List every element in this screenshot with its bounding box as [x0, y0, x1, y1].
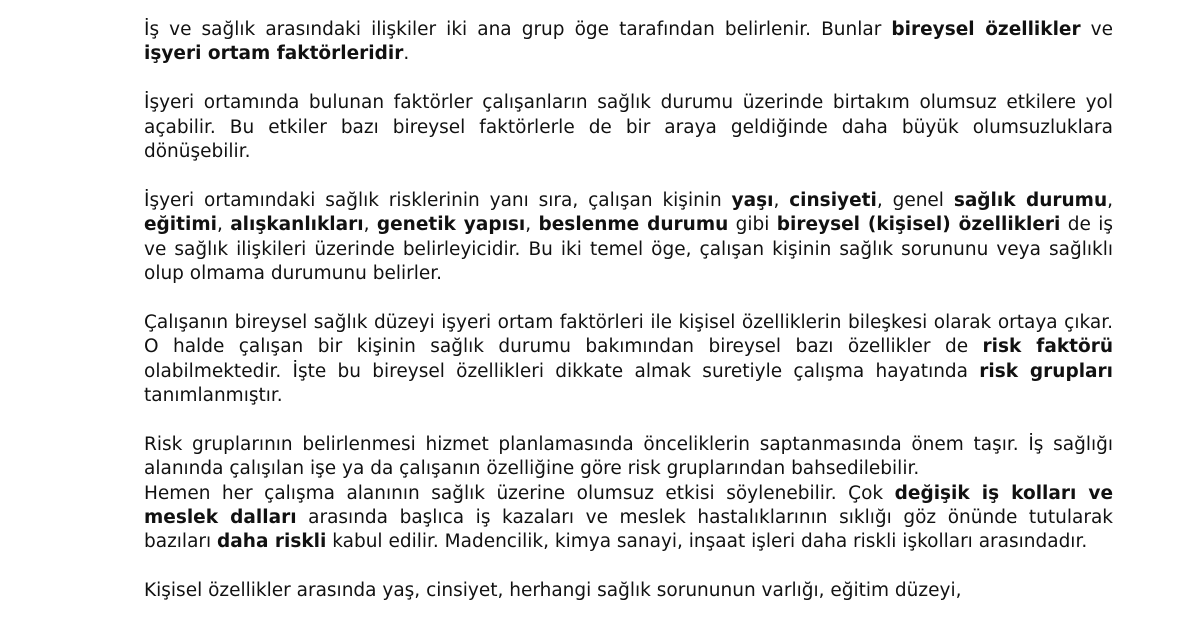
- bold-term: değişik iş kolları ve meslek dalları: [144, 482, 1114, 529]
- bold-term: genetik yapısı: [376, 214, 526, 236]
- bold-term: cinsiyeti: [789, 189, 877, 211]
- text-segment: , genel: [876, 189, 954, 211]
- text-segment: İşyeri ortamında bulunan faktörler çalışanların sağlık durumu üzerinde birtakım olumsuz etkilere yol açabilir. Bu etkiler bazı bireysel faktörlerle de bir araya geldiğinde daha büyük olumsuzluklara dönüşebilir.: [144, 92, 1113, 163]
- bold-term: alışkanlıkları: [230, 214, 364, 236]
- bold-term: eğitimi: [144, 214, 217, 236]
- bold-term: daha riskli: [217, 531, 327, 553]
- text-segment: arasında başlıca iş kazaları ve meslek hastalıklarının sıklığı göz önünde tutularak bazıları: [144, 507, 1114, 553]
- text-segment: Risk gruplarının belirlenmesi hizmet planlamasında önceliklerin saptanmasında önem taşır. İş sağlığı alanında çalışılan işe ya da çalışanın özelliğine göre risk gruplarından bahsedilebilir.: [144, 433, 1113, 480]
- text-segment: ,: [216, 214, 231, 236]
- paragraph-risk-groups-planning: [144, 433, 1113, 482]
- bold-term: risk faktörü: [982, 336, 1113, 358]
- text-segment: de iş ve sağlık ilişkileri üzerinde belirleyicidir. Bu iki temel öge, çalışan kişinin sağlık sorununu veya sağlıklı olup olmama durumunu belirler.: [144, 214, 1113, 285]
- paragraph-workplace-factors: [144, 91, 1113, 164]
- bold-term: bireysel (kişisel) özellikleri: [776, 214, 1061, 236]
- paragraph-risk-factor: [144, 311, 1113, 409]
- bold-term: sağlık durumu: [953, 189, 1108, 211]
- document-page: [144, 18, 1113, 628]
- text-segment: ,: [1107, 189, 1114, 211]
- paragraph-personal-characteristics: [144, 579, 1113, 603]
- bold-term: risk grupları: [979, 360, 1113, 382]
- text-segment: Çalışanın bireysel sağlık düzeyi işyeri ortam faktörleri ile kişisel özelliklerin bileşkesi olarak ortaya çıkar. O halde çalışan bir kişinin sağlık durumu bakımından bireysel bazı özellikler de: [144, 311, 1113, 358]
- text-segment: ,: [363, 214, 377, 236]
- bold-term: yaşı: [731, 189, 774, 211]
- text-segment: İşyeri ortamındaki sağlık risklerinin yanı sıra, çalışan kişinin: [144, 189, 732, 211]
- text-segment: Kişisel özellikler arasında yaş, cinsiyet, herhangi sağlık sorununun varlığı, eğitim düzeyi,: [144, 580, 962, 602]
- text-segment: tanımlanmıştır.: [144, 385, 283, 407]
- bold-term: işyeri ortam faktörleridir: [144, 43, 404, 65]
- text-segment: gibi: [728, 214, 777, 236]
- bold-term: beslenme durumu: [538, 214, 729, 236]
- text-segment: .: [403, 43, 410, 65]
- text-segment: ,: [773, 189, 790, 211]
- paragraph-work-health-relations: [144, 18, 1113, 67]
- text-segment: olabilmektedir. İşte bu bireysel özellikleri dikkate almak suretiyle çalışma hayatında: [144, 360, 980, 382]
- text-segment: İş ve sağlık arasındaki ilişkiler iki ana grup öge tarafından belirlenir. Bunlar: [144, 19, 892, 40]
- text-segment: Hemen her çalışma alanının sağlık üzerine olumsuz etkisi söylenebilir. Çok: [144, 482, 895, 504]
- text-segment: ve: [1080, 19, 1113, 40]
- paragraph-risky-sectors: [144, 482, 1113, 555]
- bold-term: bireysel özellikler: [891, 19, 1081, 40]
- text-segment: kabul edilir. Madencilik, kimya sanayi, inşaat işleri daha riskli işkolları arasındadır.: [326, 531, 1088, 553]
- text-segment: ,: [525, 214, 539, 236]
- paragraph-individual-characteristics: [144, 189, 1113, 287]
